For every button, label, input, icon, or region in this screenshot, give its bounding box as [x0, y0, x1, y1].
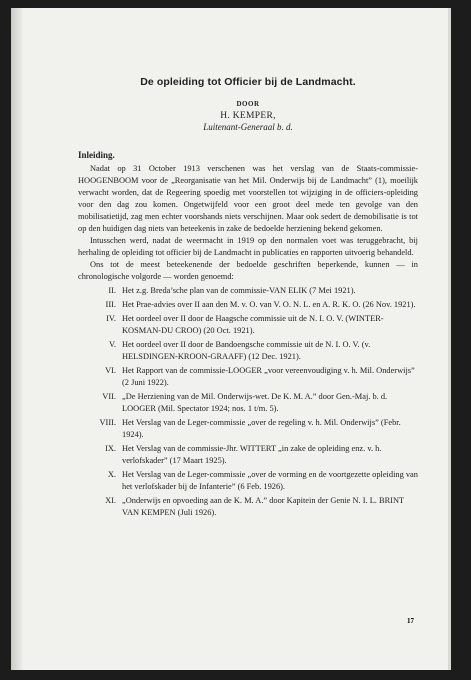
- author-name: H. KEMPER,: [220, 111, 276, 121]
- item-text: „De Herziening van de Mil. Onderwijs-wet. De K. M. A.” door Gen.-Maj. b. d. LOOGER (Mil. Spectator 1924; nos. 1 t/m. 5).: [122, 392, 388, 413]
- author-rank: Luitenant-Generaal b. d.: [203, 122, 293, 132]
- article-title: De opleiding tot Officier bij de Landmacht.: [140, 76, 356, 88]
- page-content: [78, 76, 418, 519]
- item-number: VII.: [102, 392, 116, 401]
- page-number: 17: [407, 617, 414, 625]
- list-item: [78, 391, 418, 415]
- item-text: Het Verslag van de Leger-commissie „over de vorming en de voortgezette opleiding van het verlofskader bij de Infanterie” (6 Feb. 1926).: [122, 470, 418, 491]
- section-heading: Inleiding.: [78, 150, 115, 160]
- item-text: Het oordeel over II door de Haagsche commissie uit de N. I. O. V. (WINTER-KOSMAN-DU CROO) (20 Oct. 1921).: [122, 314, 384, 335]
- item-text: Het Rapport van de commissie-LOOGER „voor vereenvoudiging v. h. Mil. Onderwijs” (2 Juni 1922).: [122, 366, 415, 387]
- item-text: Het z.g. Breda’sche plan van de commissie-VAN ELIK (7 Mei 1921).: [122, 286, 356, 295]
- item-number: VIII.: [99, 418, 116, 427]
- item-number: XI.: [105, 496, 116, 505]
- binding-shadow: [11, 8, 23, 670]
- list-item: [78, 313, 418, 337]
- byline-label: DOOR: [236, 100, 260, 108]
- list-item: [78, 469, 418, 493]
- item-number: IX.: [105, 444, 116, 453]
- document-page: [11, 8, 451, 670]
- item-number: X.: [107, 470, 116, 479]
- body-paragraph: Ons tot de meest beteekenende der bedoelde geschriften beperkende, kunnen — in chronologische volgorde — worden genoemd:: [78, 260, 418, 281]
- body-paragraph: Intusschen werd, nadat de weermacht in 1919 op den normalen voet was teruggebracht, bij herhaling de opleiding tot officier bij de Landmacht in publicaties en rapporten uitvoerig behandeld.: [78, 236, 418, 257]
- item-number: III.: [105, 300, 116, 309]
- item-number: IV.: [106, 314, 116, 323]
- list-item: [78, 299, 418, 311]
- item-text: Het Prae-advies over II aan den M. v. O. van V. O. N. L. en A. R. K. O. (26 Nov. 1921).: [122, 300, 416, 309]
- body-paragraph: Nadat op 31 October 1913 verschenen was het verslag van de Staats-commissie-HOOGENBOOM voor de „Reorganisatie van het Mil. Onderwijs bij de Landmacht” (1), moeilijk verwacht worden, dat de Regeering spoedig met voorstellen tot wijziging in de officiers-opleiding voor den dag zou komen. Ongetwijfeld voor een groot deel mede ten gevolge van den mobilisatietijd, zag men echter voorshands niets verschijnen. Maar ook sedert de demobilisatie is tot op den huidigen dag niets van beteekenis in zake de bedoelde herziening bekend gekomen.: [78, 164, 418, 233]
- list-item: [78, 365, 418, 389]
- list-item: [78, 443, 418, 467]
- list-item: [78, 339, 418, 363]
- item-number: VI.: [105, 366, 116, 375]
- list-item: [78, 285, 418, 297]
- list-item: [78, 417, 418, 441]
- item-text: Het oordeel over II door de Bandoengsche commissie uit de N. I. O. V. (v. HELSDINGEN-KROON-GRAAFF) (12 Dec. 1921).: [122, 340, 371, 361]
- item-number: V.: [108, 340, 116, 349]
- item-number: II.: [108, 286, 116, 295]
- item-text: Het Verslag van de commissie-Jhr. WITTERT „in zake de opleiding enz. v. h. verlofskader” (17 Maart 1925).: [122, 444, 382, 465]
- item-text: „Onderwijs en opvoeding aan de K. M. A.” door Kapitein der Genie N. I. L. BRINT VAN KEMPEN (Juli 1926).: [122, 496, 404, 517]
- item-text: Het Verslag van de Leger-commissie „over de regeling v. h. Mil. Onderwijs” (Febr. 1924).: [122, 418, 401, 439]
- publication-list: [78, 285, 418, 519]
- list-item: [78, 495, 418, 519]
